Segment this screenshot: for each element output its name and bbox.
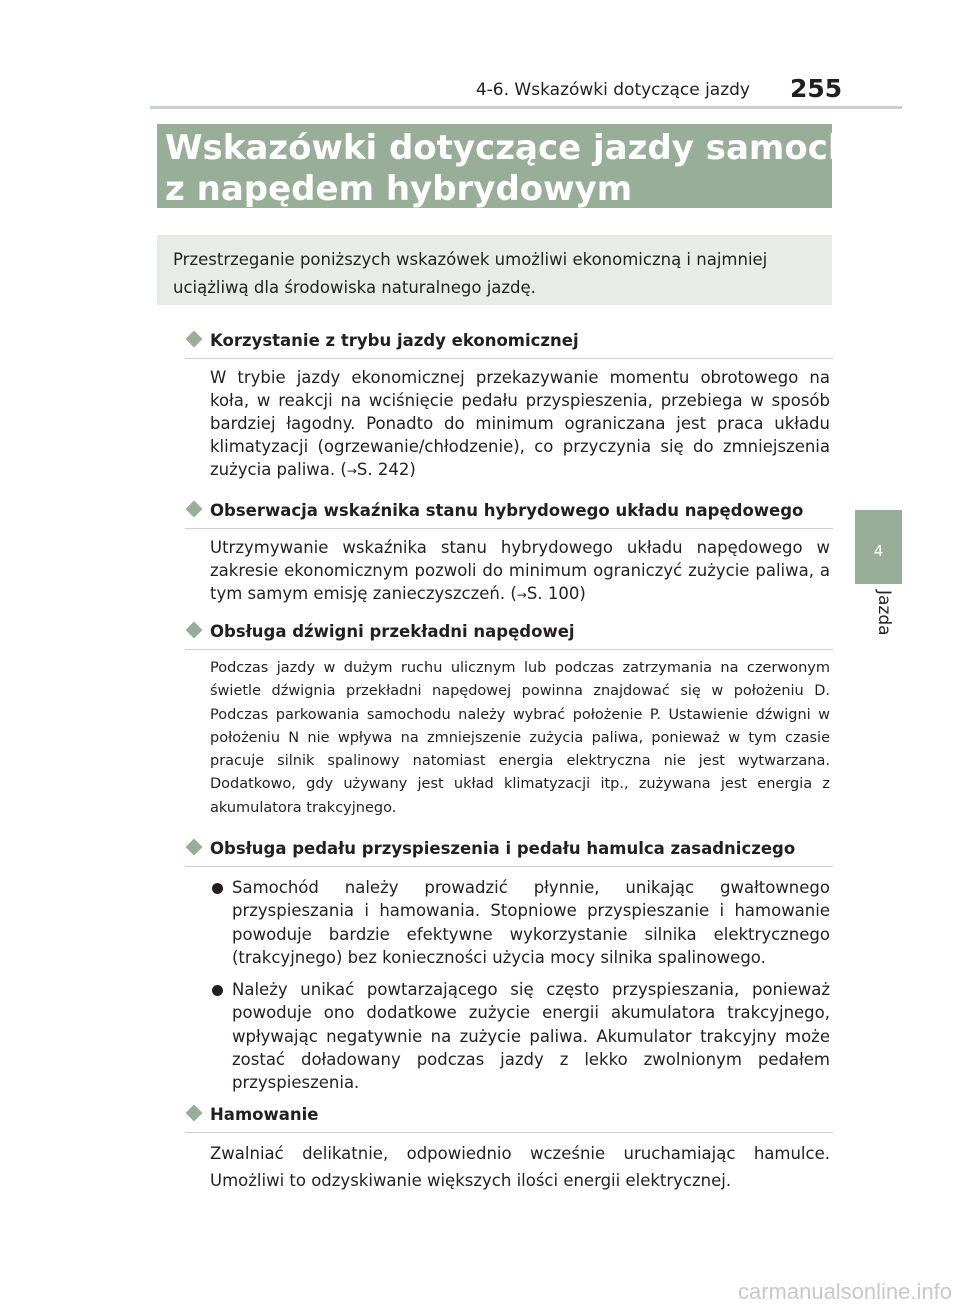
section-divider (185, 358, 833, 359)
section-heading (185, 1101, 833, 1128)
section-divider (185, 649, 833, 650)
page-title-line-1: Wskazówki dotyczące jazdy samochodem (165, 128, 959, 168)
chapter-label: Jazda (874, 590, 894, 636)
section-body (210, 366, 830, 483)
section-gear-lever (185, 618, 833, 820)
chapter-number: 4 (873, 542, 884, 560)
diamond-bullet-icon (186, 839, 203, 856)
section-braking (185, 1101, 833, 1194)
section-body-text: W trybie jazdy ekonomicznej przekazywanie momentu obrotowego na koła, w reakcji na wciśnięcie pedału przyspieszenia, przebiega w sposób bardziej łagodny. Ponadto do minimum ograniczana jest praca układu klimatyzacji (ogrzewanie/chłodzenie), co przyczynia się do zmniejszenia zużycia paliwa. ( (210, 368, 830, 479)
section-hybrid-indicator (185, 497, 833, 607)
section-heading (185, 835, 833, 862)
section-divider (185, 1132, 833, 1133)
section-divider (185, 528, 833, 529)
intro-box (157, 235, 832, 305)
section-body: Podczas jazdy w dużym ruchu ulicznym lub podczas zatrzymania na czerwonym świetle dźwignia przekładni napędowej powinna znajdować się w położeniu D. Podczas parkowania samochodu należy wybrać położenie P. Ustawienie dźwigni w położeniu N nie wpływa na zmniejszenie zużycia paliwa, ponieważ w tym czasie pracuje silnik spalinowy natomiast energia elektryczna nie jest wytwarzana. Dodatkowo, gdy używany jest układ klimatyzacji itp., zużywana jest energia z akumulatora trakcyjnego. (210, 660, 830, 816)
diamond-bullet-icon (186, 501, 203, 518)
section-heading-text: Obsługa dźwigni przekładni napędowej (210, 622, 575, 641)
watermark: carmanualsonline.info (737, 1279, 952, 1304)
page-title-line-2: z napędem hybrydowym (165, 169, 633, 209)
page-title (157, 124, 959, 209)
section-heading (185, 327, 833, 354)
section-heading (185, 618, 833, 645)
diamond-bullet-icon (186, 622, 203, 639)
diamond-bullet-icon (186, 1105, 203, 1122)
chapter-tab[interactable] (855, 510, 902, 584)
bullet-dot-icon (212, 883, 223, 894)
page-number: 255 (790, 74, 843, 103)
arrow-right-icon: → (346, 464, 357, 478)
section-heading-text: Obsługa pedału przyspieszenia i pedału hamulca zasadniczego (210, 839, 796, 858)
intro-line-2: uciążliwą dla środowiska naturalnego jazdę. (173, 278, 536, 297)
section-heading (185, 497, 833, 524)
header-divider (150, 106, 902, 109)
section-pedals (185, 835, 833, 1095)
section-eco-mode (185, 327, 833, 483)
list-item-text: Samochód należy prowadzić płynnie, unikając gwałtownego przyspieszania i hamowania. Stopniowe przyspieszanie i hamowanie powoduje bardzie efektywne wykorzystanie silnika elektrycznego (trakcyjnego) bez konieczności użycia mocy silnika spalinowego. (232, 878, 830, 967)
section-body (210, 536, 830, 607)
section-heading-text: Obserwacja wskaźnika stanu hybrydowego układu napędowego (210, 501, 804, 520)
page-reference-link[interactable]: S. 242) (356, 460, 416, 479)
header-section-title: 4-6. Wskazówki dotyczące jazdy (475, 80, 750, 100)
page-reference-link[interactable]: S. 100) (526, 584, 586, 603)
section-heading-text: Hamowanie (210, 1105, 319, 1124)
section-divider (185, 866, 833, 867)
list-item-text: Należy unikać powtarzającego się często przyspieszania, ponieważ powoduje ono dodatkowe zużycie energii akumulatora trakcyjnego, wpływając negatywnie na zużycie paliwa. Akumulator trakcyjny może zostać doładowany podczas jazdy z lekko zwolnionym pedałem przyspieszenia. (232, 980, 830, 1093)
diamond-bullet-icon (186, 331, 203, 348)
section-heading-text: Korzystanie z trybu jazdy ekonomicznej (210, 331, 579, 350)
section-body: Zwalniać delikatnie, odpowiednio wcześnie uruchamiając hamulce. Umożliwi to odzyskiwanie większych ilości energii elektrycznej. (210, 1144, 830, 1190)
section-body-text: Utrzymywanie wskaźnika stanu hybrydowego układu napędowego w zakresie ekonomicznym pozwoli do minimum ograniczyć zużycie paliwa, a tym samym emisję zanieczyszczeń. ( (210, 538, 830, 603)
list-item (210, 978, 830, 1094)
arrow-right-icon: → (516, 588, 527, 602)
bullet-dot-icon (212, 985, 223, 996)
list-item (210, 876, 830, 969)
intro-line-1: Przestrzeganie poniższych wskazówek umożliwi ekonomiczną i najmniej (173, 250, 768, 269)
